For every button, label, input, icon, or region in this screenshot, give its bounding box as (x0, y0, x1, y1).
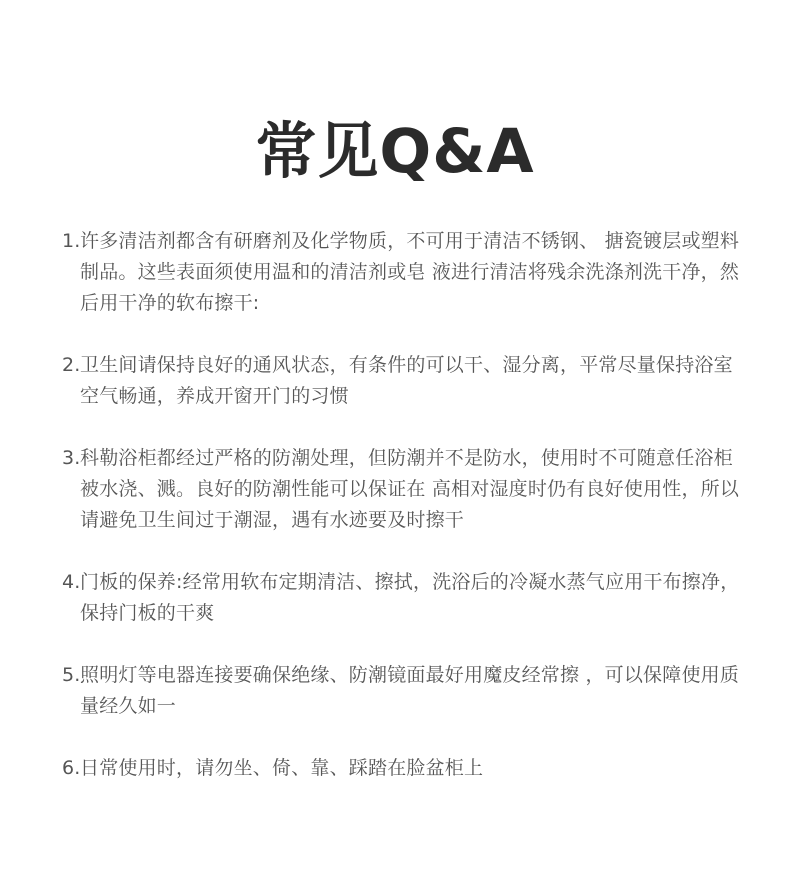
qa-item-number: 2. (62, 354, 81, 376)
qa-item-text: 科勒浴柜都经过严格的防潮处理，但防潮并不是防水，使用时不可随意任浴柜被水浇、溅。良好的防潮性能可以保证在 高相对湿度时仍有良好使用性，所以请避免卫生间过于潮湿，遇有水迹要及时擦干 (80, 447, 740, 531)
qa-item-number: 6. (62, 757, 81, 779)
qa-item-text: 许多清洁剂都含有研磨剂及化学物质，不可用于清洁不锈钢、 搪瓷镀层或塑料制品。这些表面须使用温和的清洁剂或皂 液进行清洁将残余洗涤剂洗干净，然后用干净的软布擦干: (80, 230, 740, 314)
qa-item-number: 3. (62, 447, 81, 469)
qa-item-text: 门板的保养:经常用软布定期清洁、擦拭，洗浴后的冷凝水蒸气应用干布擦净，保持门板的干爽 (80, 571, 740, 624)
qa-item (62, 660, 742, 722)
qa-item-text: 卫生间请保持良好的通风状态，有条件的可以干、湿分离，平常尽量保持浴室空气畅通，养成开窗开门的习惯 (80, 354, 733, 407)
qa-item (62, 226, 742, 319)
qa-item-text: 日常使用时，请勿坐、倚、靠、踩踏在脸盆柜上 (80, 757, 484, 779)
qa-item (62, 567, 742, 629)
qa-list (62, 226, 742, 784)
qa-item (62, 753, 742, 784)
qa-item (62, 350, 742, 412)
qa-item-text: 照明灯等电器连接要确保绝缘、防潮镜面最好用魔皮经常擦 ，可以保障使用质量经久如一 (80, 664, 740, 717)
page-title: 常见Q&A (255, 116, 535, 187)
qa-item-number: 5. (62, 664, 81, 686)
qa-item-number: 1. (62, 230, 81, 252)
qa-item-number: 4. (62, 571, 81, 593)
qa-item (62, 443, 742, 536)
